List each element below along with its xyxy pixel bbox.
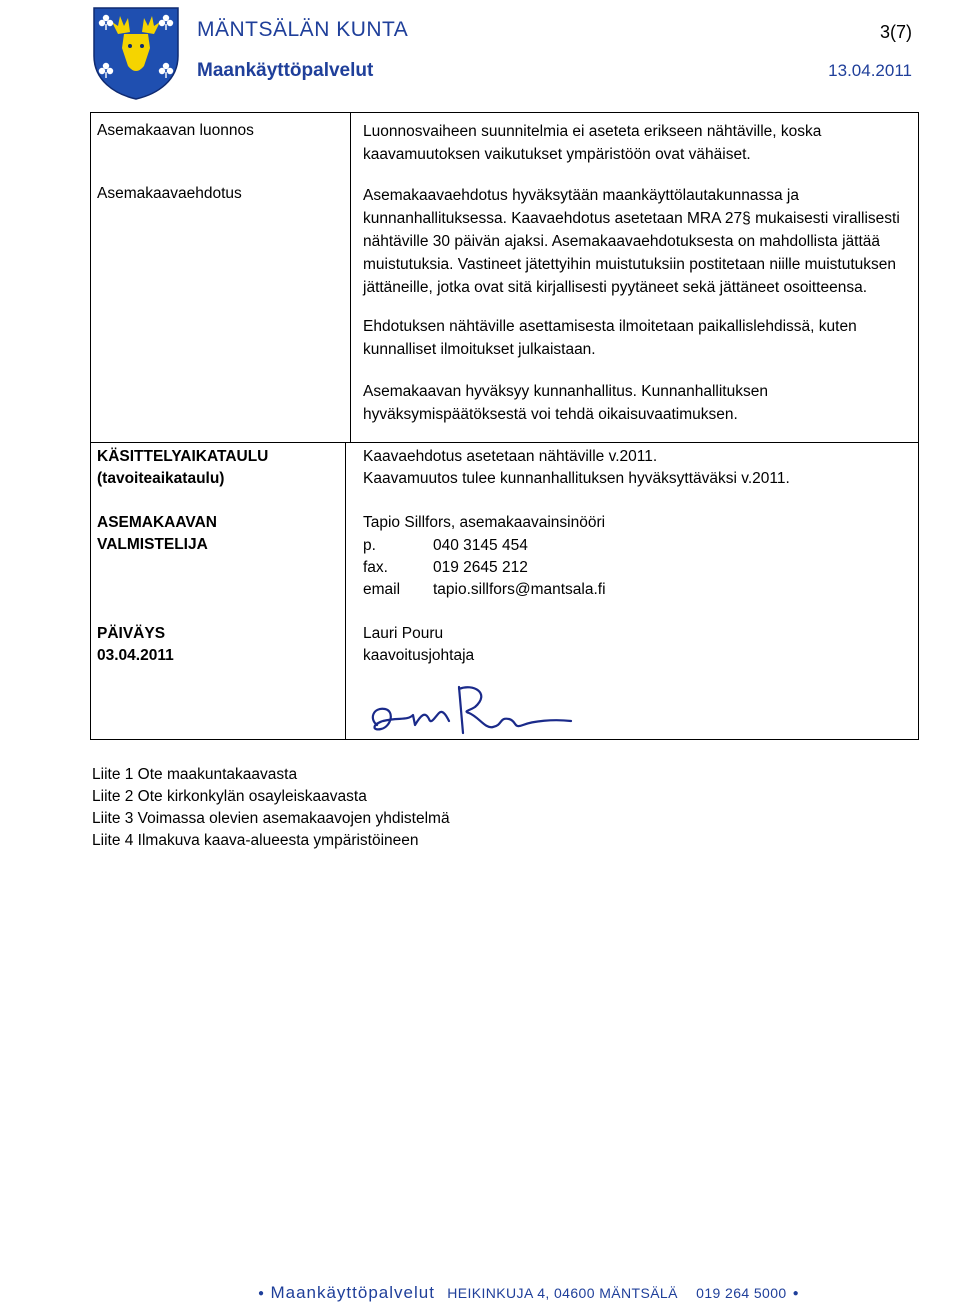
preparer-name: Tapio Sillfors, asemakaavainsinööri xyxy=(363,514,606,531)
bullet-icon: ● xyxy=(792,1288,800,1299)
row-divider xyxy=(91,442,918,443)
proposal-paragraph-2: Ehdotuksen nähtäville asettamisesta ilmoitetaan paikallislehdissä, kuten kunnalliset ilmoitukset julkaistaan. xyxy=(363,318,857,358)
appendix-list xyxy=(92,764,450,852)
schedule-label: KÄSITTELYAIKATAULU xyxy=(97,448,269,465)
list-item: Liite 2 Ote kirkonkylän osayleiskaavasta xyxy=(92,788,367,805)
email-key: email xyxy=(363,581,401,598)
bullet-icon: ● xyxy=(258,1288,265,1299)
draft-text: Luonnosvaiheen suunnitelmia ei aseteta erikseen nähtäville, koska kaavamuutoksen vaikutukset ympäristöön ovat vähäiset. xyxy=(363,123,822,163)
proposal-paragraph-3: Asemakaavan hyväksyy kunnanhallitus. Kunnanhallituksen hyväksymispäätöksestä voi tehdä oikaisuvaatimuksen. xyxy=(363,383,768,423)
preparer-label: ASEMAKAAVAN xyxy=(97,514,217,531)
fax-key: fax. xyxy=(363,559,388,576)
preparer-sublabel: VALMISTELIJA xyxy=(97,536,208,553)
email-value: tapio.sillfors@mantsala.fi xyxy=(433,581,606,598)
info-table xyxy=(90,112,919,740)
schedule-line-1: Kaavaehdotus asetetaan nähtäville v.2011. xyxy=(363,448,658,465)
phone-row xyxy=(363,535,528,557)
organization-name: MÄNTSÄLÄN KUNTA xyxy=(197,18,409,41)
column-divider xyxy=(350,113,351,442)
fax-value: 019 2645 212 xyxy=(433,559,528,576)
column-divider xyxy=(345,443,346,739)
footer xyxy=(252,1283,805,1303)
fax-row xyxy=(363,557,528,579)
header-date: 13.04.2011 xyxy=(828,61,912,80)
coat-of-arms-icon xyxy=(88,4,184,100)
proposal-label: Asemakaavaehdotus xyxy=(97,185,242,202)
list-item: Liite 4 Ilmakuva kaava-alueesta ympäristöineen xyxy=(92,832,419,849)
signer-title: kaavoitusjohtaja xyxy=(363,647,475,664)
proposal-paragraph-1: Asemakaavaehdotus hyväksytään maankäyttölautakunnassa ja kunnanhallituksessa. Kaavaehdotus asetetaan MRA 27§ mukaisesti virallisesti nähtäville 30 päivän ajaksi. Asemakaavaehdotuksesta on mahdollista jättää muistutuksia. Vastineet jätettyihin muistutuksiin postitetaan niille muistutuksen jättäneille, jotka ovat sitä kirjallisesti pyytäneet sekä jättäneet osoitteensa. xyxy=(363,187,900,296)
list-item: Liite 3 Voimassa olevien asemakaavojen yhdistelmä xyxy=(92,810,450,827)
schedule-sublabel: (tavoiteaikataulu) xyxy=(97,470,225,487)
signer-name: Lauri Pouru xyxy=(363,625,444,642)
footer-phone: 019 264 5000 xyxy=(696,1285,787,1301)
date-label: PÄIVÄYS xyxy=(97,625,166,642)
page-number: 3(7) xyxy=(879,22,912,42)
signature-icon xyxy=(363,681,583,739)
schedule-line-2: Kaavamuutos tulee kunnanhallituksen hyväksyttäväksi v.2011. xyxy=(363,470,790,487)
date-value: 03.04.2011 xyxy=(97,647,174,664)
footer-brand: Maankäyttöpalvelut xyxy=(270,1283,435,1302)
email-row xyxy=(363,579,606,601)
department-name: Maankäyttöpalvelut xyxy=(197,60,374,81)
footer-address: HEIKINKUJA 4, 04600 MÄNTSÄLÄ xyxy=(447,1285,678,1301)
phone-value: 040 3145 454 xyxy=(433,537,528,554)
phone-key: p. xyxy=(363,537,376,554)
draft-label: Asemakaavan luonnos xyxy=(97,122,254,139)
list-item: Liite 1 Ote maakuntakaavasta xyxy=(92,766,298,783)
